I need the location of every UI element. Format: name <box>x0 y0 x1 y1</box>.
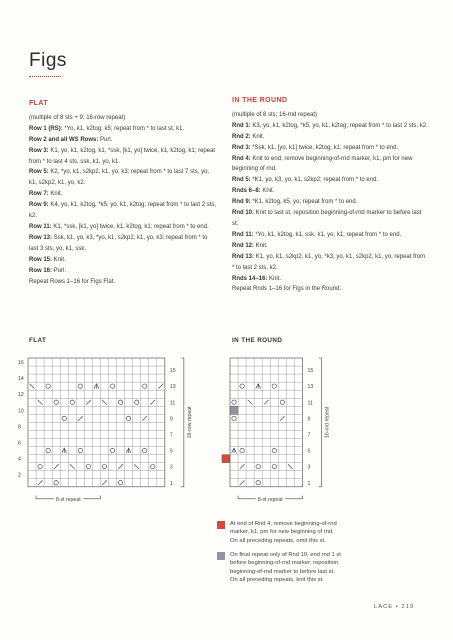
flat-line-label: Row 13: <box>29 234 53 241</box>
round-line-text: K1, yo, k1, s2kp2, k1, yo, *k3, yo, k1, s2kp2, k1, yo; repeat from * to last 2 sts, k2. <box>232 253 426 271</box>
row-repeat-bracket <box>318 358 321 487</box>
row-number: 13 <box>307 384 314 391</box>
round-line-text: Knit to last st, reposition beginning-of-rnd marker to before last st. <box>232 210 422 227</box>
round-line-text: Knit. <box>267 275 282 282</box>
flat-line-label: Row 9: <box>29 202 49 209</box>
marker-cell <box>230 406 238 414</box>
round-line-text: Knit. <box>260 188 275 195</box>
round-line <box>232 175 428 186</box>
row-number: 11 <box>169 400 176 407</box>
row-number: 15 <box>169 368 176 375</box>
row-number: 12 <box>18 392 24 399</box>
flat-line-text: (multiple of 8 sts + 9; 16-row repeat) <box>29 114 126 121</box>
round-line-text: Repeat Rnds 1–16 for Figs in the Round. <box>232 286 342 293</box>
flat-line <box>29 124 217 135</box>
flat-line <box>29 222 217 233</box>
row-number: 1 <box>307 480 311 487</box>
flat-line-text: Knit. <box>52 256 66 263</box>
row-number: 7 <box>169 432 173 439</box>
round-line <box>232 143 428 154</box>
round-line <box>232 252 428 274</box>
round-line-text: *K1, k2tog, k5, yo; repeat from * to end. <box>250 199 358 206</box>
page-title: Figs <box>29 50 67 71</box>
row-number: 9 <box>307 416 311 423</box>
round-line <box>232 230 428 241</box>
round-line-text: (multiple of 8 sts; 16-rnd repeat) <box>232 111 318 118</box>
row-number: 4 <box>18 456 21 463</box>
legend-swatch-red <box>217 521 225 529</box>
flat-line <box>29 233 217 255</box>
flat-line-text: Ssk, k1, yo, k3, *yo, k1, s2kp2, k1, yo, k3; repeat from * to last 3 sts, yo, k1, ssk. <box>29 234 208 252</box>
row-repeat-bracket <box>181 358 184 487</box>
round-line-text: Knit to end, remove beginning-of-rnd marker, k1, pm for new beginning of rnd. <box>232 155 413 173</box>
round-instructions <box>232 96 428 295</box>
page-footer: LACE • 219 <box>374 604 415 610</box>
row-number: 14 <box>18 376 24 383</box>
round-chart-svg <box>220 350 340 518</box>
row-number: 10 <box>18 408 24 415</box>
stitch-repeat-label: 8-st repeat <box>55 496 81 503</box>
round-line-label: Rnds 14–16: <box>232 275 268 282</box>
round-line-text: Knit. <box>250 133 265 140</box>
flat-line-label: Row 3: <box>29 147 49 154</box>
row-repeat-label: 16-row repeat <box>186 406 193 439</box>
round-line-label: Rnd 10: <box>232 210 255 217</box>
row-number: 16 <box>18 360 24 367</box>
round-line <box>232 186 428 197</box>
round-chart-label: IN THE ROUND <box>232 337 283 344</box>
legend-line: marker, k1, pm for new beginning of rnd. <box>230 529 334 536</box>
round-line <box>232 110 428 121</box>
flat-line-label: Row 7: <box>29 191 49 198</box>
flat-line <box>29 113 217 124</box>
round-line-label: Rnd 2: <box>232 133 251 140</box>
round-line <box>232 154 428 176</box>
flat-instructions <box>29 99 217 287</box>
flat-line-text: Repeat Rows 1–16 for Figs Flat. <box>29 278 116 285</box>
marker-cell <box>222 455 230 463</box>
flat-line-text: K1, yo, k1, k2tog, k1, *ssk, [k1, yo] twice, k1, k2tog, k1; repeat from * to last 4 sts, ssk, k1, yo, k1. <box>29 147 216 165</box>
flat-line-text: *Yo, k1, k2tog, k5; repeat from * to last st, k1. <box>62 125 185 132</box>
round-line <box>232 132 428 143</box>
round-line-label: Rnd 4: <box>232 155 251 162</box>
round-line-text: Knit. <box>254 242 268 249</box>
flat-line-text: Purl. <box>52 267 67 274</box>
stitch-repeat-label: 8-st repeat <box>257 496 283 503</box>
flat-line-text: K1, *ssk, [k1, yo] twice, k1, k2tog, k1; repeat from * to end. <box>51 223 209 230</box>
flat-heading: FLAT <box>29 100 48 107</box>
flat-line-label: Row 2 and all WS Rows: <box>29 136 99 143</box>
round-line <box>232 274 428 285</box>
round-line-label: Rnd 12: <box>232 242 255 249</box>
round-line-label: Rnd 1: <box>232 122 251 129</box>
round-line-label: Rnd 11: <box>232 231 254 238</box>
row-number: 8 <box>18 424 21 431</box>
round-heading: IN THE ROUND <box>232 97 288 104</box>
flat-line-label: Row 5: <box>29 169 49 176</box>
flat-chart-label: FLAT <box>29 337 47 344</box>
round-line-label: Rnds 6–8: <box>232 188 261 195</box>
row-repeat-label: 16-rnd repeat <box>324 406 331 438</box>
legend-line: On all preceding repeats, omit this st. <box>230 537 326 544</box>
legend-text-2 <box>230 551 430 585</box>
round-line-label: Rnd 5: <box>232 177 251 184</box>
legend-line: At end of Rnd 4, remove beginning-of-rnd <box>230 521 337 527</box>
flat-line <box>29 146 217 168</box>
legend-line: before beginning-of-rnd marker; reposition <box>230 560 339 567</box>
flat-line-label: Row 1 (RS): <box>29 125 63 132</box>
flat-line-label: Row 16: <box>29 267 53 274</box>
round-line-text: K3, yo, k1, k2tog, *k5, yo, k1, k2tog; repeat from * to last 2 sts, k2. <box>250 122 428 129</box>
flat-line <box>29 266 217 277</box>
round-line <box>232 121 428 132</box>
legend-line: beginning-of-rnd marker to before last st. <box>230 568 335 575</box>
flat-line <box>29 135 217 146</box>
legend-line: On all preceding repeats, knit this st. <box>230 577 324 584</box>
flat-line-text: Purl. <box>98 136 113 143</box>
flat-line <box>29 277 217 288</box>
round-line <box>232 284 428 295</box>
flat-line-label: Row 11: <box>29 223 52 230</box>
round-line-text: *Ssk, k1, [yo, k1] twice, k2tog, k1; repeat from * to end. <box>250 144 399 151</box>
round-chart <box>220 350 340 518</box>
legend-line: On final repeat only of Rnd 10, end rnd 1 st <box>230 552 341 558</box>
flat-line <box>29 167 217 189</box>
flat-line-text: K4, yo, k1, k2tog, *k5, yo, k1, k2tog; repeat from * to last 2 sts, k2. <box>29 202 217 220</box>
flat-line <box>29 200 217 222</box>
row-number: 5 <box>307 448 311 455</box>
flat-chart <box>10 350 210 518</box>
row-number: 5 <box>169 448 173 455</box>
row-number: 3 <box>307 464 311 471</box>
legend-item-1 <box>230 520 430 545</box>
row-number: 11 <box>307 400 313 407</box>
row-number: 9 <box>169 416 173 423</box>
round-line-text: *K1, yo, k3, yo, k1, s2kp2; repeat from * to end. <box>250 177 379 184</box>
row-number: 1 <box>169 480 173 487</box>
flat-line <box>29 189 217 200</box>
flat-chart-svg <box>10 350 210 518</box>
round-line <box>232 241 428 252</box>
row-number: 2 <box>18 472 21 479</box>
round-line-label: Rnd 3: <box>232 144 251 151</box>
flat-line <box>29 255 217 266</box>
row-number: 7 <box>307 432 311 439</box>
legend-text-1 <box>230 520 430 545</box>
title-underline <box>29 76 61 77</box>
flat-line-text: Knit. <box>48 191 63 198</box>
round-line-label: Rnd 9: <box>232 199 251 206</box>
round-line-text: *Yo, k1, k2tog, k1, ssk, k1, yo, k1; repeat from * to end. <box>253 231 402 238</box>
row-number: 3 <box>169 464 173 471</box>
flat-line-text: K2, *yo, k1, s2kp2, k1, yo, k3; repeat from * to last 7 sts, yo, k1, s2kp2, k1, yo, k2. <box>29 169 210 187</box>
legend-item-2 <box>230 551 430 585</box>
legend-swatch-purple <box>217 552 225 560</box>
row-number: 13 <box>169 384 176 391</box>
row-number: 15 <box>307 368 314 375</box>
round-line-label: Rnd 13: <box>232 253 255 260</box>
round-line <box>232 197 428 208</box>
row-number: 6 <box>18 440 21 447</box>
flat-line-label: Row 15: <box>29 256 53 263</box>
round-line <box>232 208 428 230</box>
